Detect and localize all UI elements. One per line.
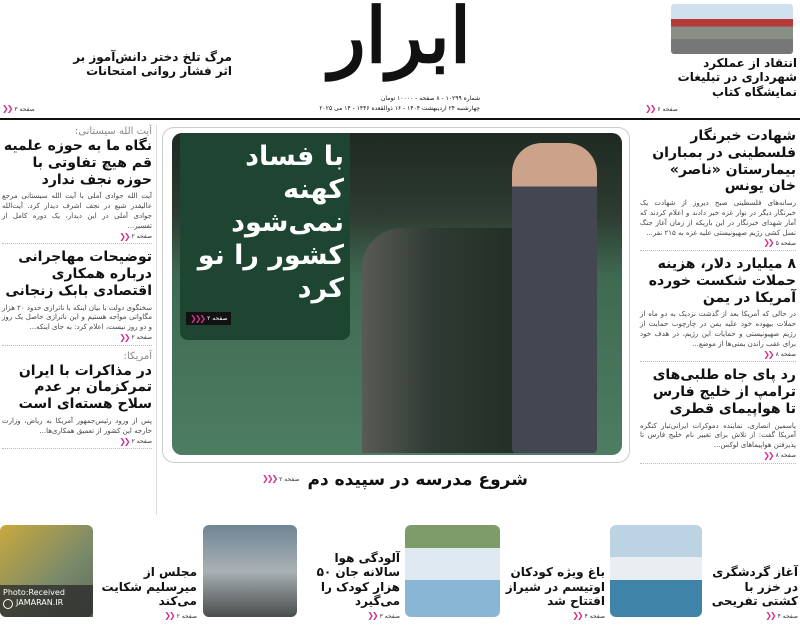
- bottom-story-1[interactable]: آغاز گردشگری در خزر با کشتی تفریحی صفحه ۴ ❮❮: [705, 525, 798, 623]
- top-right-story[interactable]: [645, 56, 797, 116]
- story[interactable]: ۸ میلیارد دلار، هزینه حملات شکست خورده آمریکا در یمن در حالی که آمریکا بعد از گذشت نزدیک به دو ماه از حملات بیهوده خود علیه یمن در چارچوب حمایت از رژیم صهیونیستی و حمایات این رژیم، در هدف خود برای عقب راندن یمنی‌ها از موضع... صفحه ۸ ❮❮: [640, 256, 796, 362]
- lead-headline: با فساد کهنه نمی‌شود کشور را نو کرد: [197, 141, 344, 304]
- ship-photo: [610, 525, 702, 617]
- sub-lead[interactable]: [170, 470, 620, 490]
- masthead-rule: [0, 118, 800, 120]
- pollution-photo: [203, 525, 297, 617]
- bottom-story-3[interactable]: آلودگی هوا سالانه جان ۵۰ هزار کودک را می‌گیرد صفحه ۳ ❮❮: [300, 525, 400, 623]
- story[interactable]: آیت الله سیستانی: نگاه ما به حوزه علمیه قم هیچ تفاوتی با حوزه نجف ندارد آیت الله جوادی آملی با آیت الله سیستانی مرجع عالیقدر شیع در نجف اشرف دیدار کرد. آیت‌الله جوادی آملی در این دیدار، یک دوره کامل از تفسیر... صفحه ۲ ❮❮: [2, 126, 152, 244]
- story[interactable]: توضیحات مهاجرانی درباره همکاری اقتصادی بابک زنجانی سخنگوی دولت با بیان اینکه با ناترازی حدود ۲۰ هزار مگاواتی مواجه هستیم و این ناترازی حاصل یک روز و دو روز نیست، اعلام کرد: به جای اینکه... صفحه ۲ ❮❮: [2, 249, 152, 345]
- bottom-story-3-headline: آلودگی هوا سالانه جان ۵۰ هزار کودک را می‌گیرد: [316, 550, 400, 609]
- watermark: Photo:Received JAMARAN.IR: [0, 585, 93, 617]
- arrows-icon: ❮❮: [119, 231, 129, 241]
- bottom-story-4-headline: مجلس از میرسلیم شکایت می‌کند: [101, 565, 197, 609]
- top-right-headline: انتقاد از عملکرد شهرداری در تبلیغات نمایشگاه کتاب: [677, 56, 797, 99]
- arrows-icon: ❮❮: [763, 349, 773, 359]
- arrows-icon: ❮❮: [367, 611, 377, 621]
- lead-page[interactable]: صفحه ۲ ❮❮❮: [186, 312, 231, 326]
- arrows-icon: ❮❮: [763, 238, 773, 248]
- arrows-icon: ❮❮: [763, 450, 773, 460]
- arrows-icon: ❮❮❮: [190, 313, 205, 323]
- garden-photo: [405, 525, 500, 617]
- bottom-story-2-headline: باغ ویژه کودکان اوتیسم در شیراز افتتاح شد: [505, 565, 605, 609]
- date-line: چهارشنبه ۲۴ اردیبهشت ۱۴۰۴ - ۱۶ ذوالقعده ۱۴۴۶ - ۱۴ می ۲۰۲۵: [319, 105, 480, 112]
- story[interactable]: آمریکا: در مذاکرات با ایران تمرکزمان بر عدم سلاح هسته‌ای است پس از ورود رئیس‌جمهور آمریکا به ریاض، وزارت خارجه این کشور از تعمیق همکاری‌ها... صفحه ۲ ❮❮: [2, 351, 152, 450]
- arrows-icon: ❮❮: [2, 104, 12, 114]
- top-left-story[interactable]: [2, 50, 232, 116]
- arrows-icon: ❮❮: [572, 611, 582, 621]
- top-right-photo: [671, 4, 793, 54]
- top-left-headline: مرگ تلخ دختر دانش‌آموز بر اثر فشار روانی امتحانات: [73, 50, 232, 79]
- arrows-icon: ❮❮: [645, 104, 655, 114]
- sub-lead-page[interactable]: صفحه ۲ ❮❮❮: [262, 474, 300, 484]
- arrows-icon: ❮❮: [164, 611, 174, 621]
- lead-headline-box[interactable]: [180, 133, 350, 340]
- speaker-figure: [512, 143, 597, 453]
- top-left-page[interactable]: صفحه ۳ ❮❮: [2, 104, 35, 114]
- story[interactable]: رد پای جاه طلبی‌های ترامپ از خلیج فارس تا هواپیمای قطری یاسمین انصاری، نماینده دموکرات ایرانی‌تبار کنگره آمریکا گفت: از تلاش برای تغییر نام خلیج فارس تا پذیرفتن هواپیماهای لوکس... صفحه ۸ ❮❮: [640, 367, 796, 463]
- bottom-story-2[interactable]: باغ ویژه کودکان اوتیسم در شیراز افتتاح شد صفحه ۴ ❮❮: [503, 525, 605, 623]
- sub-lead-headline: شروع مدرسه در سپیده دم: [307, 470, 528, 490]
- arrows-icon: ❮❮: [119, 436, 129, 446]
- bottom-story-4[interactable]: مجلس از میرسلیم شکایت می‌کند صفحه ۲ ❮❮: [97, 525, 197, 623]
- bottom-story-1-headline: آغاز گردشگری در خزر با کشتی تفریحی: [711, 565, 798, 609]
- jamaran-logo-icon: [3, 599, 13, 609]
- top-right-page[interactable]: صفحه ۶ ❮❮: [645, 104, 678, 114]
- story[interactable]: شهادت خبرنگار فلسطینی در بمباران بیمارستان «ناصر» خان یونس رسانه‌های فلسطینی صبح دیروز از شهادت یک خبرنگار دیگر در نوار غزه خبر دادند و اعلام کردند که آمار شهدای خبرنگار در این باریکه از زمان آغاز جنگ نسل کشی رژیم صهیونیستی علیه غزه به ۲۱۵ نفر... صفحه ۵ ❮❮: [640, 128, 796, 251]
- arrows-icon: ❮❮❮: [262, 474, 277, 484]
- right-column: [640, 128, 796, 469]
- arrows-icon: ❮❮: [765, 611, 775, 621]
- arrows-icon: ❮❮: [119, 332, 129, 342]
- issue-line: شماره ۱۰۲۹۹ - ۸ صفحه - ۱۰۰۰۰ تومان: [381, 95, 480, 102]
- masthead-title: ابرار: [328, 0, 472, 80]
- left-column: [2, 126, 152, 454]
- center-divider-right: [156, 125, 157, 515]
